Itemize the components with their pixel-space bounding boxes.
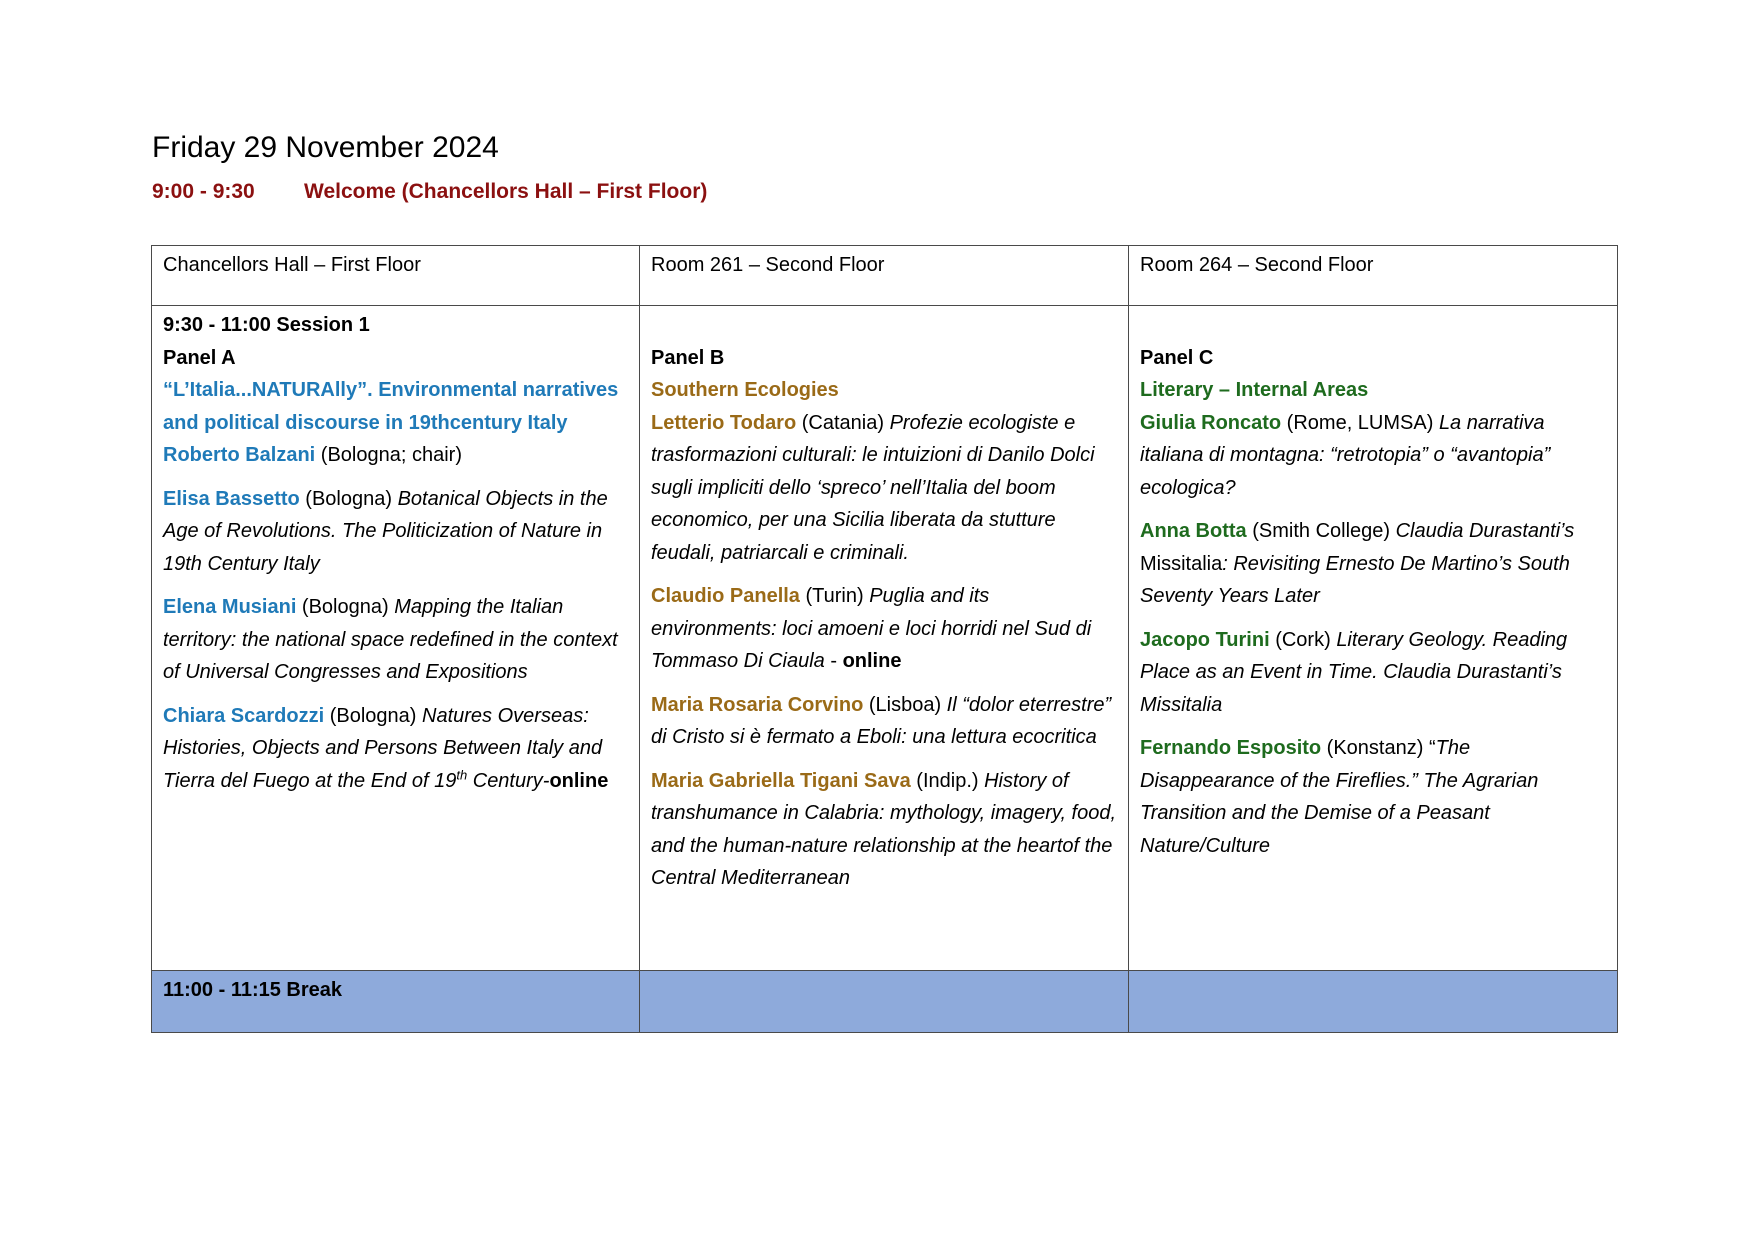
welcome-time: 9:00 - 9:30 [152, 180, 255, 203]
talk-title: Claudia Durastanti’s [1395, 520, 1575, 542]
panel-b-cell [640, 306, 1129, 971]
talk-title: Natures Overseas: Histories, Objects and Persons Between Italy and Tierra del Fuego at the End of 19 [163, 704, 603, 792]
talk-title: Puglia and its environments: loci amoeni e loci horridi nel Sud di Tommaso Di Ciaula [651, 585, 1092, 672]
talk-title-roman: Missitalia [1140, 552, 1223, 575]
talk-title: Profezie ecologiste e trasformazioni culturali: le intuizioni di Danilo Dolci sugli impliciti dello ‘spreco’ nell’Italia del boom economico, per una Sicilia liberata da stutture feudali, patriarcali e criminali. [651, 411, 1095, 564]
chair-name: Roberto Balzani [163, 444, 316, 466]
talk-entry [651, 580, 1117, 678]
room-chancellors-hall: Chancellors Hall – First Floor [152, 246, 640, 306]
session-row [152, 306, 1618, 971]
speaker-affiliation: (Catania) [796, 411, 890, 434]
page-title: Friday 29 November 2024 [152, 131, 499, 164]
talk-title: The Disappearance of the Fireflies.” The Agrarian Transition and the Demise of a Peasant Nature/Culture [1140, 737, 1539, 857]
speaker-affiliation: (Smith College) [1246, 520, 1396, 542]
talk-entry [651, 689, 1117, 754]
room-264: Room 264 – Second Floor [1129, 246, 1618, 306]
room-261: Room 261 – Second Floor [640, 246, 1129, 306]
speaker-affiliation: (Lisboa) [863, 693, 947, 716]
panel-a-title: “L’Italia...NATURAlly”. Environmental narratives and political discourse in 19thcentury Italy [163, 379, 619, 434]
speaker-name: Anna Botta [1140, 520, 1247, 542]
talk-title-end: : Revisiting Ernesto De Martino’s South Seventy Years Later [1140, 552, 1570, 607]
panel-a-cell [152, 306, 640, 971]
talk-entry [1140, 732, 1606, 862]
panel-c-title: Literary – Internal Areas [1140, 379, 1369, 401]
speaker-affiliation: (Konstanz) “ [1321, 737, 1436, 759]
speaker-affiliation: (Bologna) [299, 487, 398, 510]
speaker-affiliation: (Bologna) [324, 704, 423, 727]
talk-title: Botanical Objects in the Age of Revolutions. The Politicization of Nature in 19th Century Italy [163, 487, 608, 575]
talk-entry [163, 700, 628, 798]
panel-a-chair [163, 439, 628, 472]
room-header-row [152, 246, 1618, 306]
panel-c-label: Panel C [1140, 346, 1214, 369]
speaker-affiliation: (Indip.) [910, 769, 985, 792]
talk-entry [163, 591, 628, 689]
speaker-name: Giulia Roncato [1140, 411, 1282, 434]
speaker-name: Jacopo Turini [1140, 628, 1270, 651]
speaker-name: Maria Rosaria Corvino [651, 693, 864, 716]
talk-title: Il “dolor eterrestre” di Cristo si è fermato a Eboli: una lettura ecocritica [651, 693, 1112, 748]
talk-entry [1140, 407, 1606, 505]
speaker-name: Chiara Scardozzi [163, 704, 325, 727]
panel-a-label: Panel A [163, 346, 236, 369]
online-tag: online [549, 769, 609, 792]
chair-affiliation: (Bologna; chair) [315, 444, 462, 466]
talk-entry [1140, 515, 1606, 613]
break-label: 11:00 - 11:15 Break [152, 971, 640, 1033]
session-label: 9:30 - 11:00 Session 1 [163, 314, 370, 336]
speaker-affiliation: (Turin) [799, 585, 870, 607]
speaker-name: Fernando Esposito [1140, 737, 1322, 759]
talk-title: La narrativa italiana di montagna: “retrotopia” o “avantopia” ecologica? [1140, 411, 1551, 499]
talk-entry [651, 765, 1117, 895]
talk-title-sup: th [456, 766, 468, 782]
break-cell-empty [1129, 971, 1618, 1033]
talk-title: Mapping the Italian territory: the national space redefined in the context of Universal Congresses and Expositions [163, 596, 618, 683]
speaker-name: Maria Gabriella Tigani Sava [651, 769, 911, 792]
speaker-name: Letterio Todaro [651, 411, 797, 434]
online-tag: online [842, 650, 902, 672]
panel-b-title: Southern Ecologies [651, 379, 839, 401]
break-row [152, 971, 1618, 1033]
talk-separator: - [824, 650, 843, 672]
talk-entry [1140, 624, 1606, 722]
welcome-line [152, 180, 707, 204]
talk-title-end: Century- [467, 769, 550, 792]
talk-title: History of transhumance in Calabria: mythology, imagery, food, and the human-nature relationship at the heartof the Central Mediterranean [651, 769, 1117, 889]
panel-b-label: Panel B [651, 346, 725, 369]
talk-entry [163, 483, 628, 581]
break-cell-empty [640, 971, 1129, 1033]
speaker-affiliation: (Bologna) [296, 596, 395, 618]
schedule-table [151, 245, 1618, 1033]
speaker-name: Claudio Panella [651, 585, 800, 607]
speaker-affiliation: (Rome, LUMSA) [1281, 411, 1439, 434]
welcome-label: Welcome (Chancellors Hall – First Floor) [304, 180, 708, 203]
talk-title: Literary Geology. Reading Place as an Event in Time. Claudia Durastanti’s Missitalia [1140, 628, 1568, 716]
talk-entry [651, 407, 1117, 570]
panel-c-cell [1129, 306, 1618, 971]
speaker-name: Elena Musiani [163, 596, 297, 618]
speaker-affiliation: (Cork) [1269, 628, 1337, 651]
speaker-name: Elisa Bassetto [163, 487, 300, 510]
